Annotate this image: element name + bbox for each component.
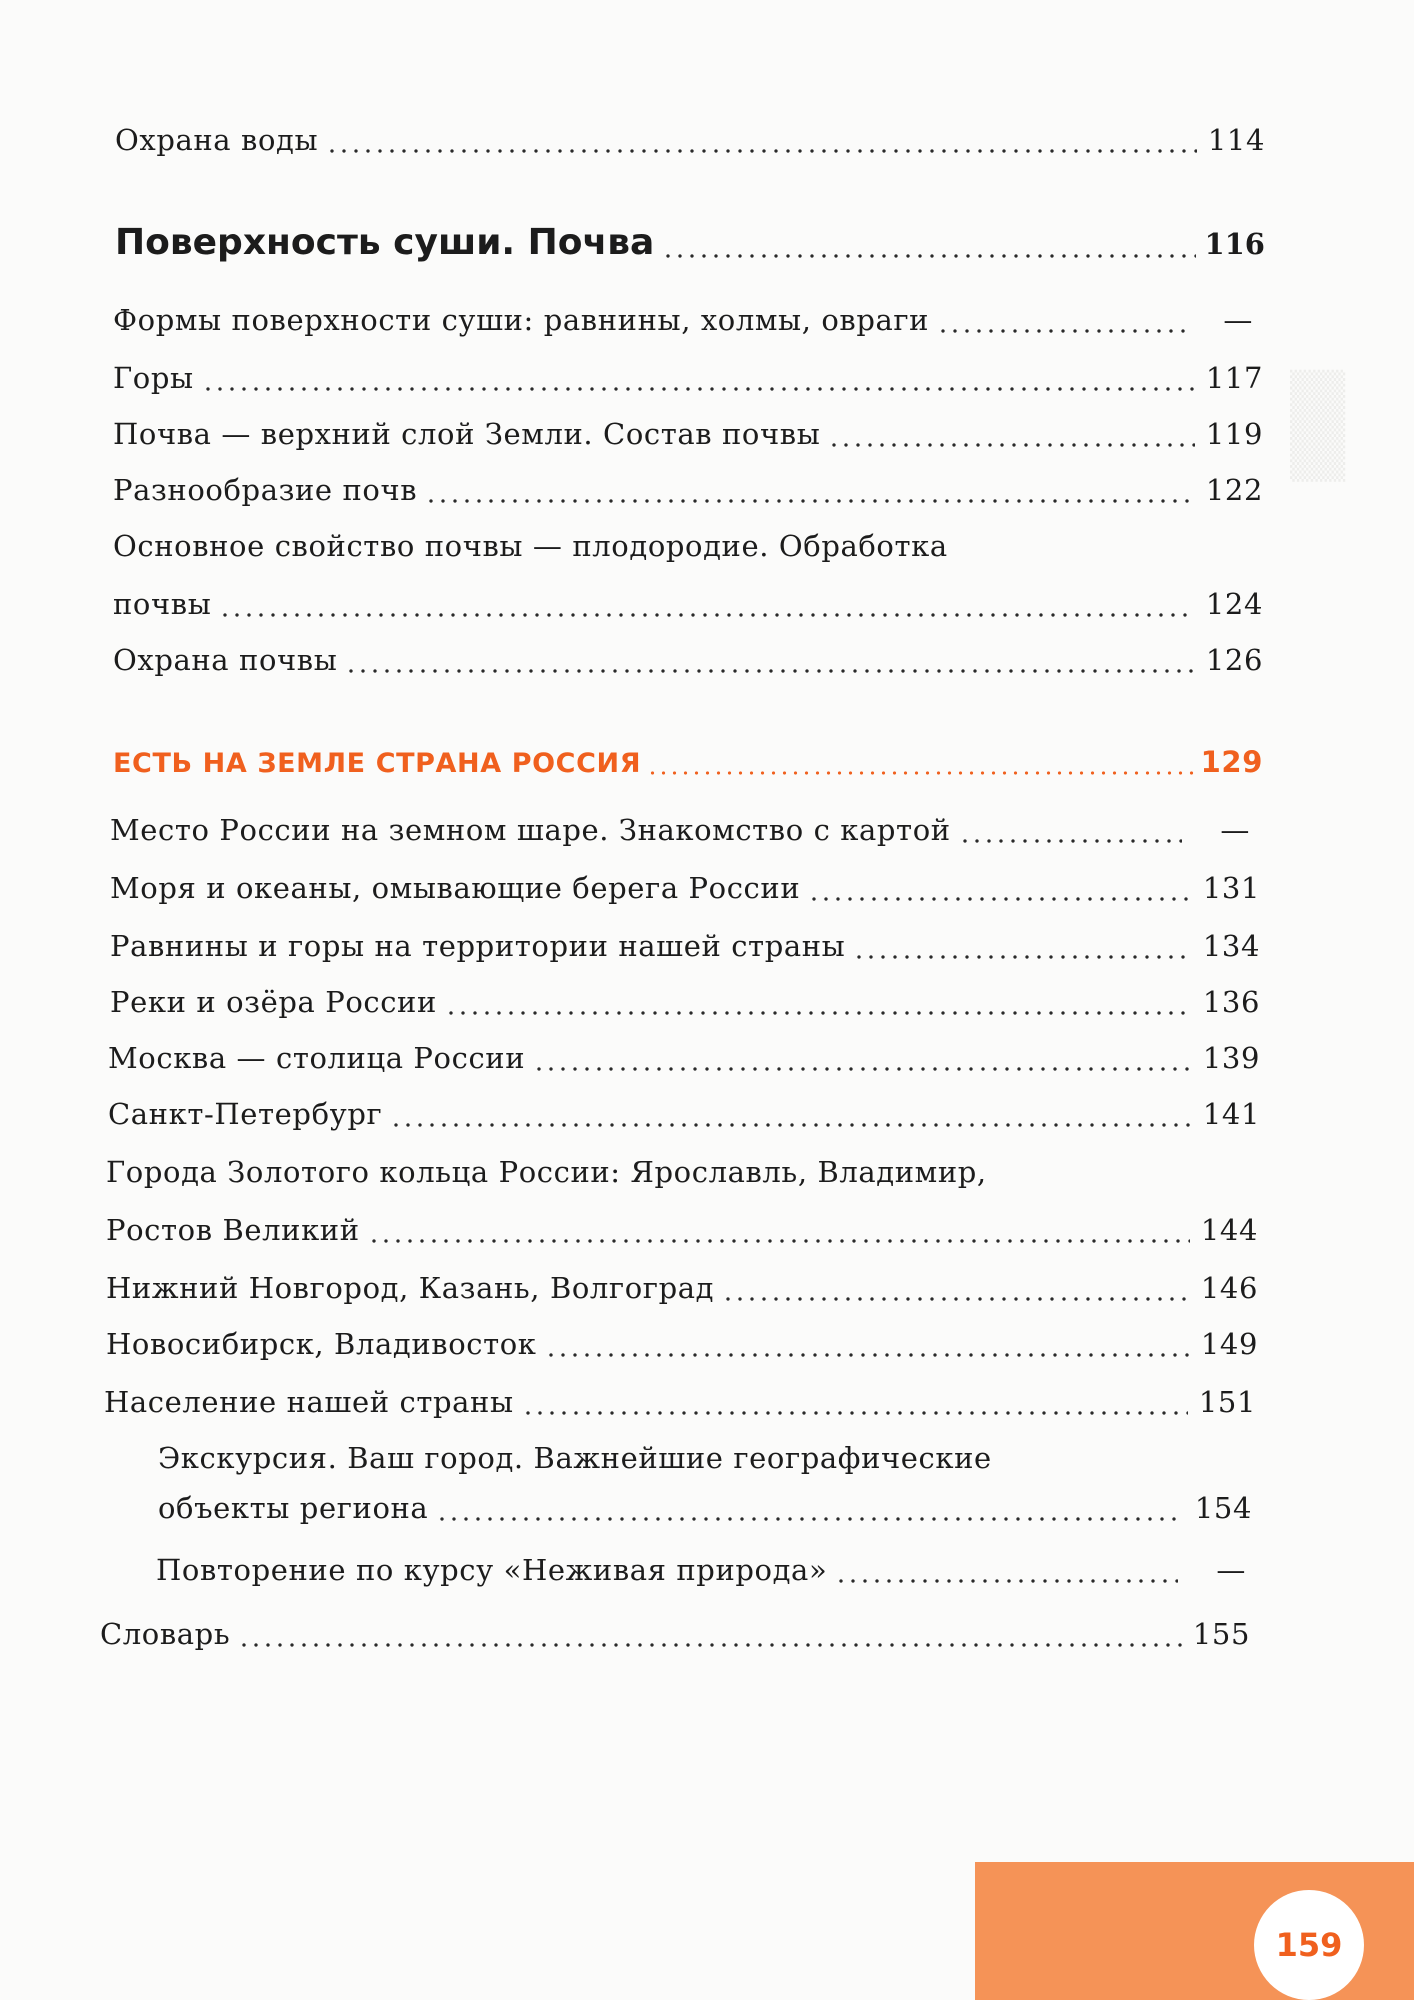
toc-entry-saint-petersburg[interactable] [108, 1094, 1260, 1134]
dot-leader [219, 584, 1195, 624]
dot-leader [326, 120, 1197, 160]
toc-entry-title: Повторение по курсу «Неживая природа» [156, 1553, 828, 1587]
toc-entry-land-forms[interactable] [113, 300, 1253, 340]
toc-entry-title: Почва — верхний слой Земли. Состав почвы [113, 417, 821, 451]
toc-entry-rivers-lakes[interactable] [110, 982, 1260, 1022]
toc-entry-page: 149 [1200, 1327, 1258, 1361]
toc-entry-glossary[interactable] [100, 1614, 1250, 1654]
toc-entry-title: Словарь [100, 1617, 231, 1651]
toc-entry-page: 144 [1200, 1213, 1258, 1247]
toc-entry-page: — [1220, 813, 1250, 847]
toc-entry-page: 126 [1205, 643, 1263, 677]
toc-entry-page: 139 [1202, 1041, 1260, 1075]
toc-heading-page: 116 [1204, 227, 1265, 261]
toc-entry-title: Равнины и горы на территории нашей страны [110, 929, 846, 963]
dot-leader [425, 470, 1195, 510]
dot-leader [835, 1550, 1178, 1590]
toc-entry-page: 134 [1202, 929, 1260, 963]
dot-leader [238, 1614, 1182, 1654]
toc-entry-page: 141 [1202, 1097, 1260, 1131]
toc-section-page: 129 [1200, 745, 1263, 779]
dot-leader [522, 1382, 1188, 1422]
dot-leader [545, 1324, 1190, 1364]
toc-entry-excursion-line1: Экскурсия. Ваш город. Важнейшие географические [158, 1441, 992, 1475]
toc-entry-page: 136 [1202, 985, 1260, 1019]
toc-entry-soil-protection[interactable] [113, 640, 1263, 680]
toc-entry-plains-mountains[interactable] [110, 926, 1260, 966]
page-number: 159 [1275, 1926, 1343, 1964]
toc-entry-title: Разнообразие почв [113, 473, 418, 507]
dot-leader [662, 220, 1196, 266]
dot-leader [828, 414, 1195, 454]
toc-entry-russia-place[interactable] [110, 810, 1250, 850]
toc-entry-page: 114 [1207, 123, 1265, 157]
toc-entry-seas-oceans[interactable] [110, 868, 1260, 908]
toc-entry-page: — [1223, 303, 1253, 337]
dot-leader [345, 640, 1195, 680]
toc-entry-excursion[interactable] [158, 1488, 1252, 1528]
dot-leader [647, 742, 1195, 782]
toc-entry-title: Место России на земном шаре. Знакомство с картой [110, 813, 951, 847]
toc-entry-page: 119 [1205, 417, 1263, 451]
toc-entry-page: 151 [1198, 1385, 1256, 1419]
toc-entry-title: Нижний Новгород, Казань, Волгоград [106, 1271, 715, 1305]
dot-leader [390, 1094, 1192, 1134]
toc-entry-title: Ростов Великий [106, 1213, 360, 1247]
page-number-badge [1254, 1890, 1364, 2000]
show-through-artifact: ▒▒▒ ▒▒▒ ▒▒▒ ▒▒▒ [1290, 370, 1346, 482]
toc-entry-golden-ring-line1: Города Золотого кольца России: Ярославль, Владимир, [106, 1155, 987, 1189]
toc-entry-page: 117 [1205, 361, 1263, 395]
toc-entry-title: Новосибирск, Владивосток [106, 1327, 537, 1361]
toc-entry-title: почвы [113, 587, 212, 621]
toc-entry-novosibirsk-vladivostok[interactable] [106, 1324, 1258, 1364]
toc-section-russia[interactable] [113, 742, 1263, 782]
toc-entry-title: Реки и озёра России [110, 985, 437, 1019]
toc-entry-page: 131 [1202, 871, 1260, 905]
toc-entry-page: 146 [1200, 1271, 1258, 1305]
toc-entry-page: 124 [1205, 587, 1263, 621]
toc-entry-soil-fertility-line1: Основное свойство почвы — плодородие. Обработка [113, 529, 948, 563]
toc-entry-moscow[interactable] [108, 1038, 1260, 1078]
toc-entry-title: Москва — столица России [108, 1041, 526, 1075]
toc-entry-title: Охрана почвы [113, 643, 338, 677]
dot-leader [445, 982, 1192, 1022]
dot-leader [202, 358, 1195, 398]
dot-leader [808, 868, 1192, 908]
toc-entry-mountains[interactable] [113, 358, 1263, 398]
toc-entry-nizhny-kazan-volgograd[interactable] [106, 1268, 1258, 1308]
toc-entry-soil-fertility[interactable] [113, 584, 1263, 624]
toc-entry-title: Охрана воды [115, 123, 319, 157]
toc-entry-title: объекты региона [158, 1491, 429, 1525]
toc-entry-title: Моря и океаны, омывающие берега России [110, 871, 801, 905]
toc-entry-population[interactable] [104, 1382, 1256, 1422]
toc-entry-page: — [1216, 1553, 1246, 1587]
dot-leader [937, 300, 1185, 340]
toc-entry-soil-layer[interactable] [113, 414, 1263, 454]
toc-heading-land-surface[interactable] [115, 220, 1265, 266]
toc-entry-title: Формы поверхности суши: равнины, холмы, овраги [113, 303, 930, 337]
toc-entry-golden-ring[interactable] [106, 1210, 1258, 1250]
toc-entry-page: 154 [1194, 1491, 1252, 1525]
dot-leader [853, 926, 1192, 966]
dot-leader [368, 1210, 1190, 1250]
toc-section-title: ЕСТЬ НА ЗЕМЛЕ СТРАНА РОССИЯ [113, 748, 642, 779]
dot-leader [959, 810, 1182, 850]
toc-entry-soil-diversity[interactable] [113, 470, 1263, 510]
toc-entry-water-protection[interactable] [115, 120, 1265, 160]
toc-entry-title: Население нашей страны [104, 1385, 514, 1419]
dot-leader [722, 1268, 1190, 1308]
toc-heading-title: Поверхность суши. Почва [115, 222, 655, 263]
dot-leader [436, 1488, 1184, 1528]
toc-entry-page: 155 [1192, 1617, 1250, 1651]
dot-leader [533, 1038, 1192, 1078]
toc-entry-page: 122 [1205, 473, 1263, 507]
toc-entry-review[interactable] [156, 1550, 1246, 1590]
toc-entry-title: Санкт-Петербург [108, 1097, 383, 1131]
toc-entry-title: Горы [113, 361, 194, 395]
